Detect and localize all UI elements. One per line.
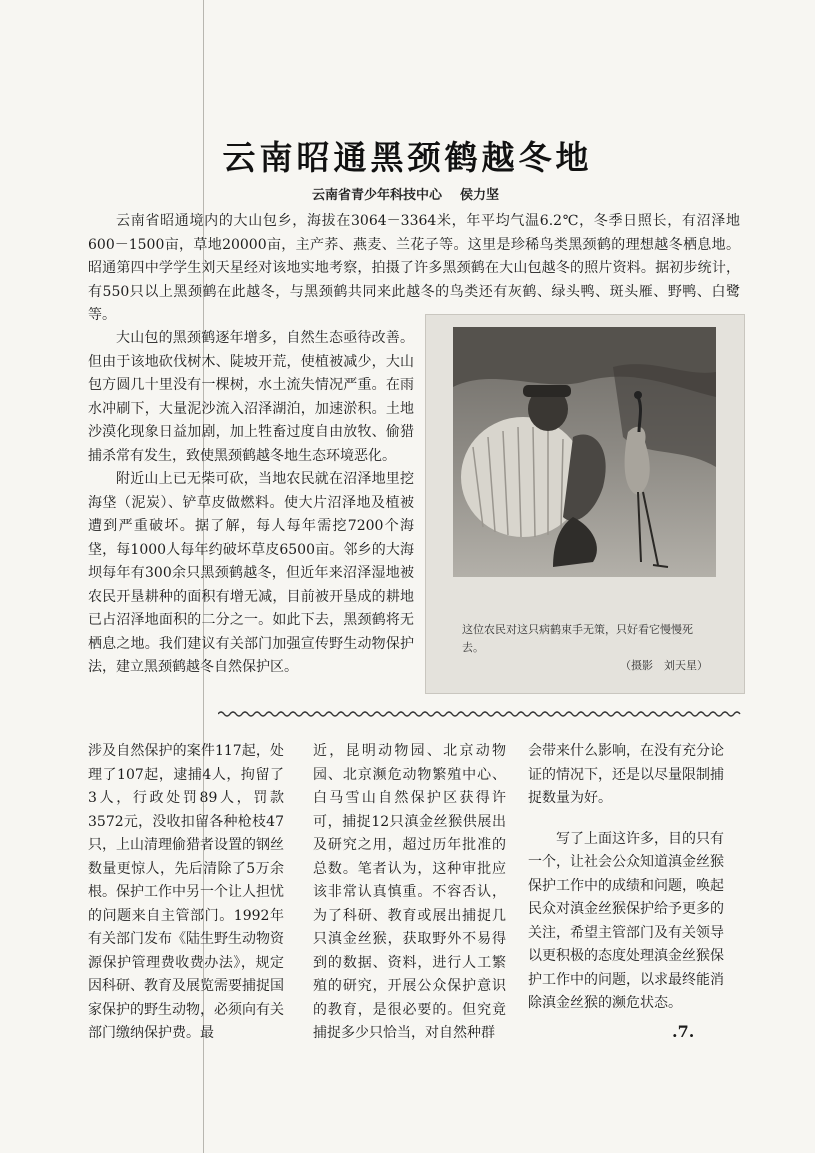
paragraph-wetland: 附近山上已无柴可砍，当地农民就在沼泽地里挖海垡（泥炭）、铲草皮做燃料。使大片沼泽地及植被遭到严重破坏。据了解，每人每年需挖7200个海垡，每1000人每年约破坏草皮6500亩。邻乡的大海坝每年有300余只黑颈鹤越冬，但近年来沼泽湿地被农民开垦耕种的面积有增无减，目前被开垦成的耕地已占沼泽地面积的二分之一。如此下去，黑颈鹤将无栖息之地。我们建议有关部门加强宣传野生动物保护法，建立黑颈鹤越冬自然保护区。	[88, 471, 414, 675]
column-2	[313, 740, 506, 1046]
column-1	[88, 740, 284, 1046]
author-name: 侯力坚	[460, 188, 500, 203]
article-title: 云南昭通黑颈鹤越冬地	[222, 138, 593, 177]
author-affiliation: 云南省青少年科技中心	[312, 188, 443, 203]
column-3-text-a: 会带来什么影响，在没有充分论证的情况下，还是以尽量限制捕捉数量为好。	[528, 743, 724, 806]
left-column	[88, 327, 414, 680]
photo-caption: 这位农民对这只病鹤束手无策，只好看它慢慢死去。	[462, 623, 693, 654]
photo-credit: （摄影 刘天星）	[620, 659, 708, 672]
column-1-text: 涉及自然保护的案件117起，处理了107起，逮捕4人，拘留了3人，行政处罚89人，罚款3572元，没收扣留各种枪枝47只，上山清理偷猎者设置的钢丝数量更惊人，先后清除了5万余根。保护工作中另一个让人担忧的问题来自主管部门。1992年有关部门发布《陆生野生动物资源保护管理费收费办法》，规定因科研、教育及展览需要捕捉国家保护的野生动物，必须向有关部门缴纳保护费。最	[88, 743, 284, 1041]
photo-figure	[425, 314, 745, 694]
page-number: .7.	[672, 1022, 695, 1041]
column-3	[528, 740, 724, 1016]
section-divider	[218, 710, 742, 718]
photo-farmer-with-crane	[453, 327, 716, 577]
column-2-text: 近，昆明动物园、北京动物园、北京濒危动物繁殖中心、白马雪山自然保护区获得许可，捕捉12只滇金丝猴供展出及研究之用，超过历年批准的总数。笔者认为，这种审批应该非常认真慎重。不容否认，为了科研、教育或展出捕捉几只滇金丝猴，获取野外不易得到的数据、资料，进行人工繁殖的研究，开展公众保护意识的教育，是很必要的。但究竟捕捉多少只恰当，对自然种群	[313, 743, 506, 1041]
intro-section	[88, 210, 740, 328]
byline	[312, 184, 499, 203]
intro-paragraph: 云南省昭通境内的大山包乡，海拔在3064－3364米，年平均气温6.2℃，冬季日照长，有沼泽地600－1500亩，草地20000亩，主产荞、燕麦、兰花子等。这里是珍稀鸟类黑颈鹤的理想越冬栖息地。昭通第四中学学生刘天星经对该地实地考察，拍摄了许多黑颈鹤在大山包越冬的照片资料。据初步统计，有550只以上黑颈鹤在此越冬，与黑颈鹤共同来此越冬的鸟类还有灰鹤、绿头鸭、斑头雁、野鸭、白鹭等。	[88, 213, 740, 323]
column-3-text-b: 写了上面这许多，目的只有一个，让社会公众知道滇金丝猴保护工作中的成绩和问题，唤起民众对滇金丝猴保护给予更多的关注，希望主管部门及有关领导以更积极的态度处理滇金丝猴保护工作中的问题，以求最终能消除滇金丝猴的濒危状态。	[528, 830, 724, 1011]
paragraph-ecology: 大山包的黑颈鹤逐年增多，自然生态亟待改善。但由于该地砍伐树木、陡坡开荒，使植被减少，大山包方圆几十里没有一棵树，水土流失情况严重。在雨水冲刷下，大量泥沙流入沼泽湖泊，加速淤积。土地沙漠化现象日益加剧，加上牲畜过度自由放牧、偷猎捕杀常有发生，致使黑颈鹤越冬地生态环境恶化。	[88, 330, 414, 464]
